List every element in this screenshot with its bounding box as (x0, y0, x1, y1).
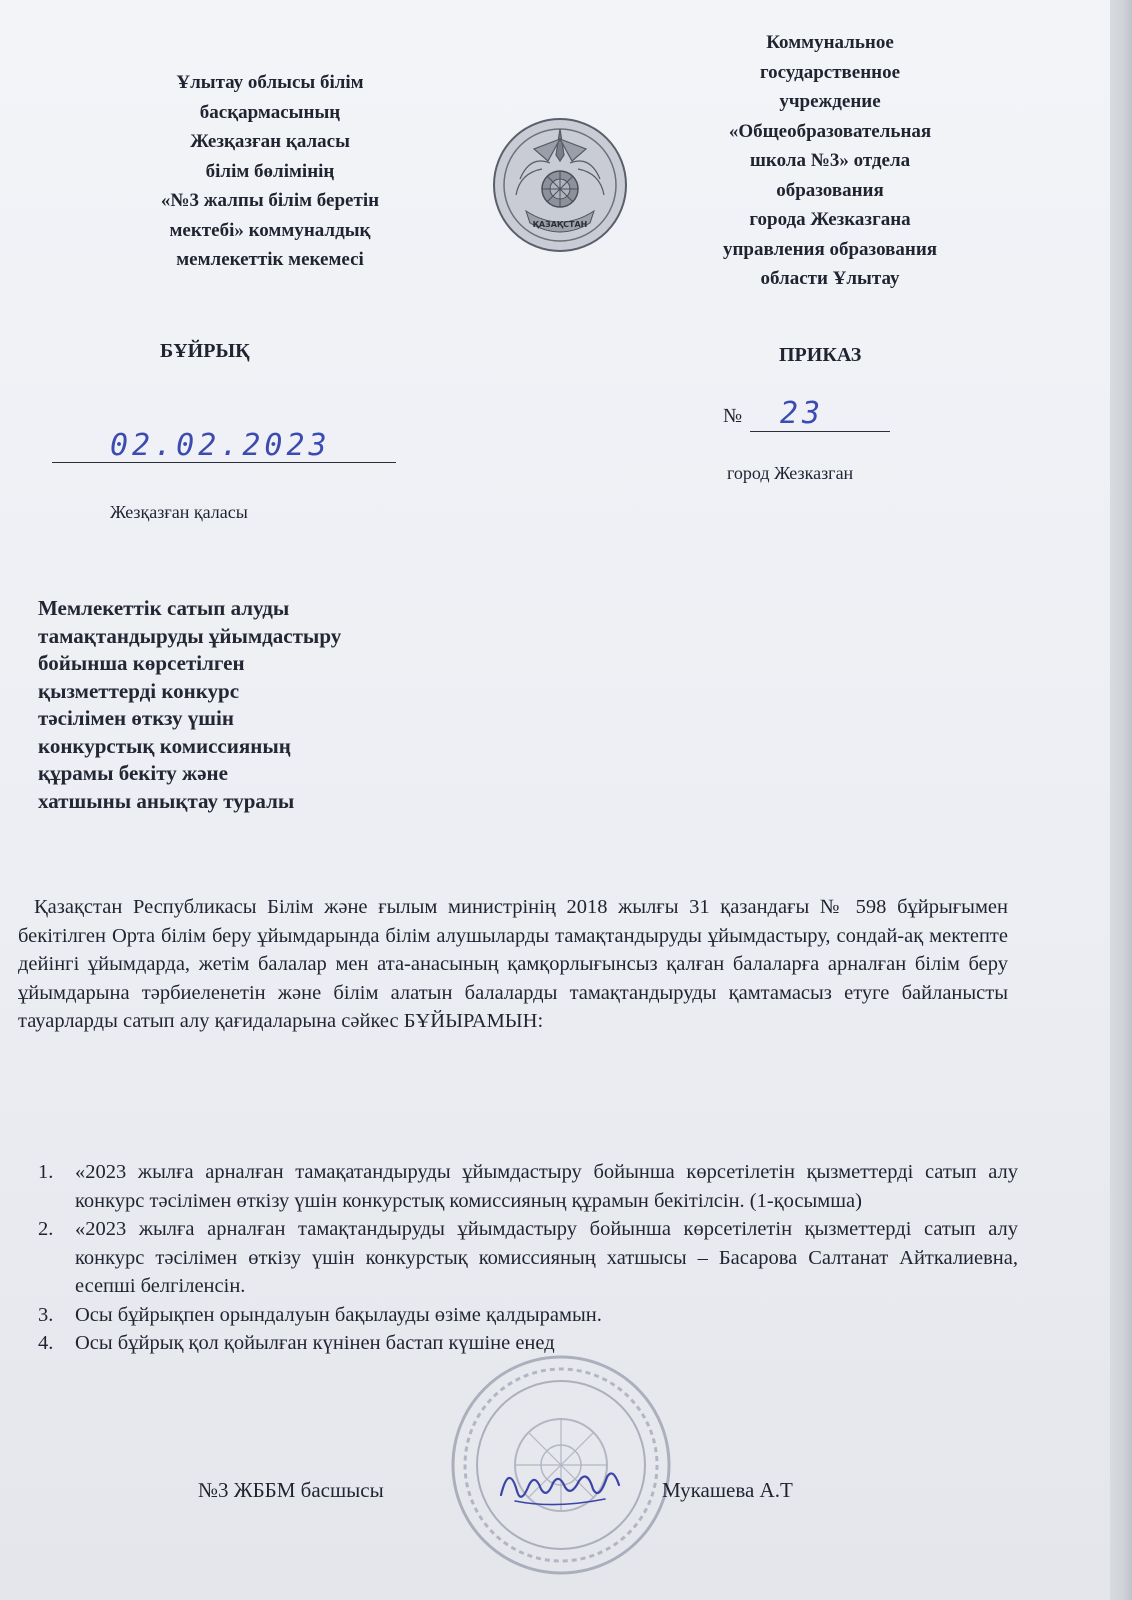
order-number: 23 (780, 396, 825, 431)
subject-line: тәсілімен өткзу үшін (38, 706, 234, 730)
city-kz: Жезқазған қаласы (110, 502, 248, 522)
order-items-list (38, 1158, 1018, 1358)
signatory-role: №3 ЖББМ басшысы (198, 1478, 384, 1502)
signatory-name: Мукашева А.Т (662, 1478, 793, 1502)
list-item-number: 1. (38, 1161, 54, 1183)
header-ru-line: образования (776, 179, 884, 201)
header-kz-line: «№3 жалпы білім беретін (160, 190, 380, 211)
subject-line: құрамы бекіту және (38, 761, 228, 785)
header-kz-line: мемлекеттік мекемесі (176, 249, 364, 270)
subject-line: қызметтерді конкурс (38, 678, 240, 703)
city-ru: город Жезказган (727, 463, 854, 483)
header-ru-line: области Ұлытау (760, 268, 900, 289)
subject-line: конкурстық комиссияның (38, 733, 291, 758)
list-item (38, 1301, 1018, 1330)
header-kz-line: Жезқазған қаласы (190, 131, 350, 152)
list-item-text: Осы бұйрық қол қойылған күнінен бастап күшіне енед (75, 1332, 555, 1354)
list-item-number: 2. (38, 1218, 54, 1240)
header-ru-line: учреждение (779, 91, 881, 112)
header-ru-line: управления образования (722, 238, 938, 260)
header-kz (110, 68, 430, 275)
header-kz-line: білім бөлімінің (205, 160, 335, 182)
header-kz-line: мектебі» коммуналдық (169, 219, 371, 241)
order-title-ru: ПРИКАЗ (779, 344, 862, 366)
header-ru-line: школа №3» отдела (749, 150, 911, 171)
number-underline (750, 431, 890, 432)
list-item-text: «2023 жылға арналған тамақатандыруды ұйымдастыру бойынша көрсетілетін қызметтерді сатып алу конкурс тәсілімен өткізу үшін конкурстық комиссияның құрамын бекітілсін. (1-қосымша) (75, 1161, 1018, 1212)
state-emblem-icon (490, 115, 630, 255)
header-ru-line: города Жезказгана (749, 209, 911, 230)
header-ru-line: Коммунальное (766, 32, 894, 53)
order-title-kz: БҰЙРЫҚ (160, 340, 250, 362)
date-underline (52, 462, 396, 463)
header-ru (680, 28, 980, 294)
subject-line: хатшыны анықтау туралы (38, 788, 295, 813)
preamble-paragraph: Қазақстан Республикасы Білім және ғылым министрінің 2018 жылғы 31 қазандағы № 598 бұйрығымен бекітілген Орта білім беру ұйымдарында білім алушыларды тамақтандыруды ұйымдастыру, сондай-ақ мектепте дейінгі ұйымдарда, жетім балалар мен ата-анасының қамқорлығынсыз қалған балаларға арналған білім беру ұйымдарына тәрбиеленетін және білім алатын балаларды тамақтандыруды қамтамасыз етуге байланысты тауарларды сатып алу қағидаларына сәйкес БҰЙЫРАМЫН: (18, 896, 1008, 1032)
order-number-label: № (723, 405, 743, 427)
page-edge (1110, 0, 1132, 1600)
header-kz-line: Ұлытау облысы білім (176, 72, 364, 93)
header-ru-line: «Общеобразовательная (728, 120, 932, 142)
list-item-number: 3. (38, 1303, 54, 1326)
subject-line: Мемлекеттік сатып алуды (38, 596, 290, 620)
subject-line: бойынша көрсетілген (38, 651, 245, 675)
emblem-text: ҚАЗАҚСТАН (532, 220, 588, 229)
signature-icon (495, 1455, 625, 1515)
header-kz-line: басқармасының (199, 101, 341, 123)
order-date: 02.02.2023 (110, 428, 331, 463)
list-item-number: 4. (38, 1332, 54, 1354)
subject-line: тамақтандыруды ұйымдастыру (38, 623, 342, 648)
order-subject (38, 595, 458, 815)
header-ru-line: государственное (759, 61, 901, 83)
list-item (38, 1215, 1018, 1301)
list-item-text: Осы бұйрықпен орындалуын бақылауды өзіме қалдырамын. (75, 1303, 602, 1326)
list-item-text: «2023 жылға арналған тамақтандыруды ұйымдастыру бойынша көрсетілетін қызметтерді сатып алу конкурс тәсілімен өткізу үшін конкурстық комиссияның хатшысы – Басарова Салтанат Айткалиевна, есепші белгіленсін. (75, 1218, 1018, 1297)
list-item (38, 1158, 1018, 1215)
